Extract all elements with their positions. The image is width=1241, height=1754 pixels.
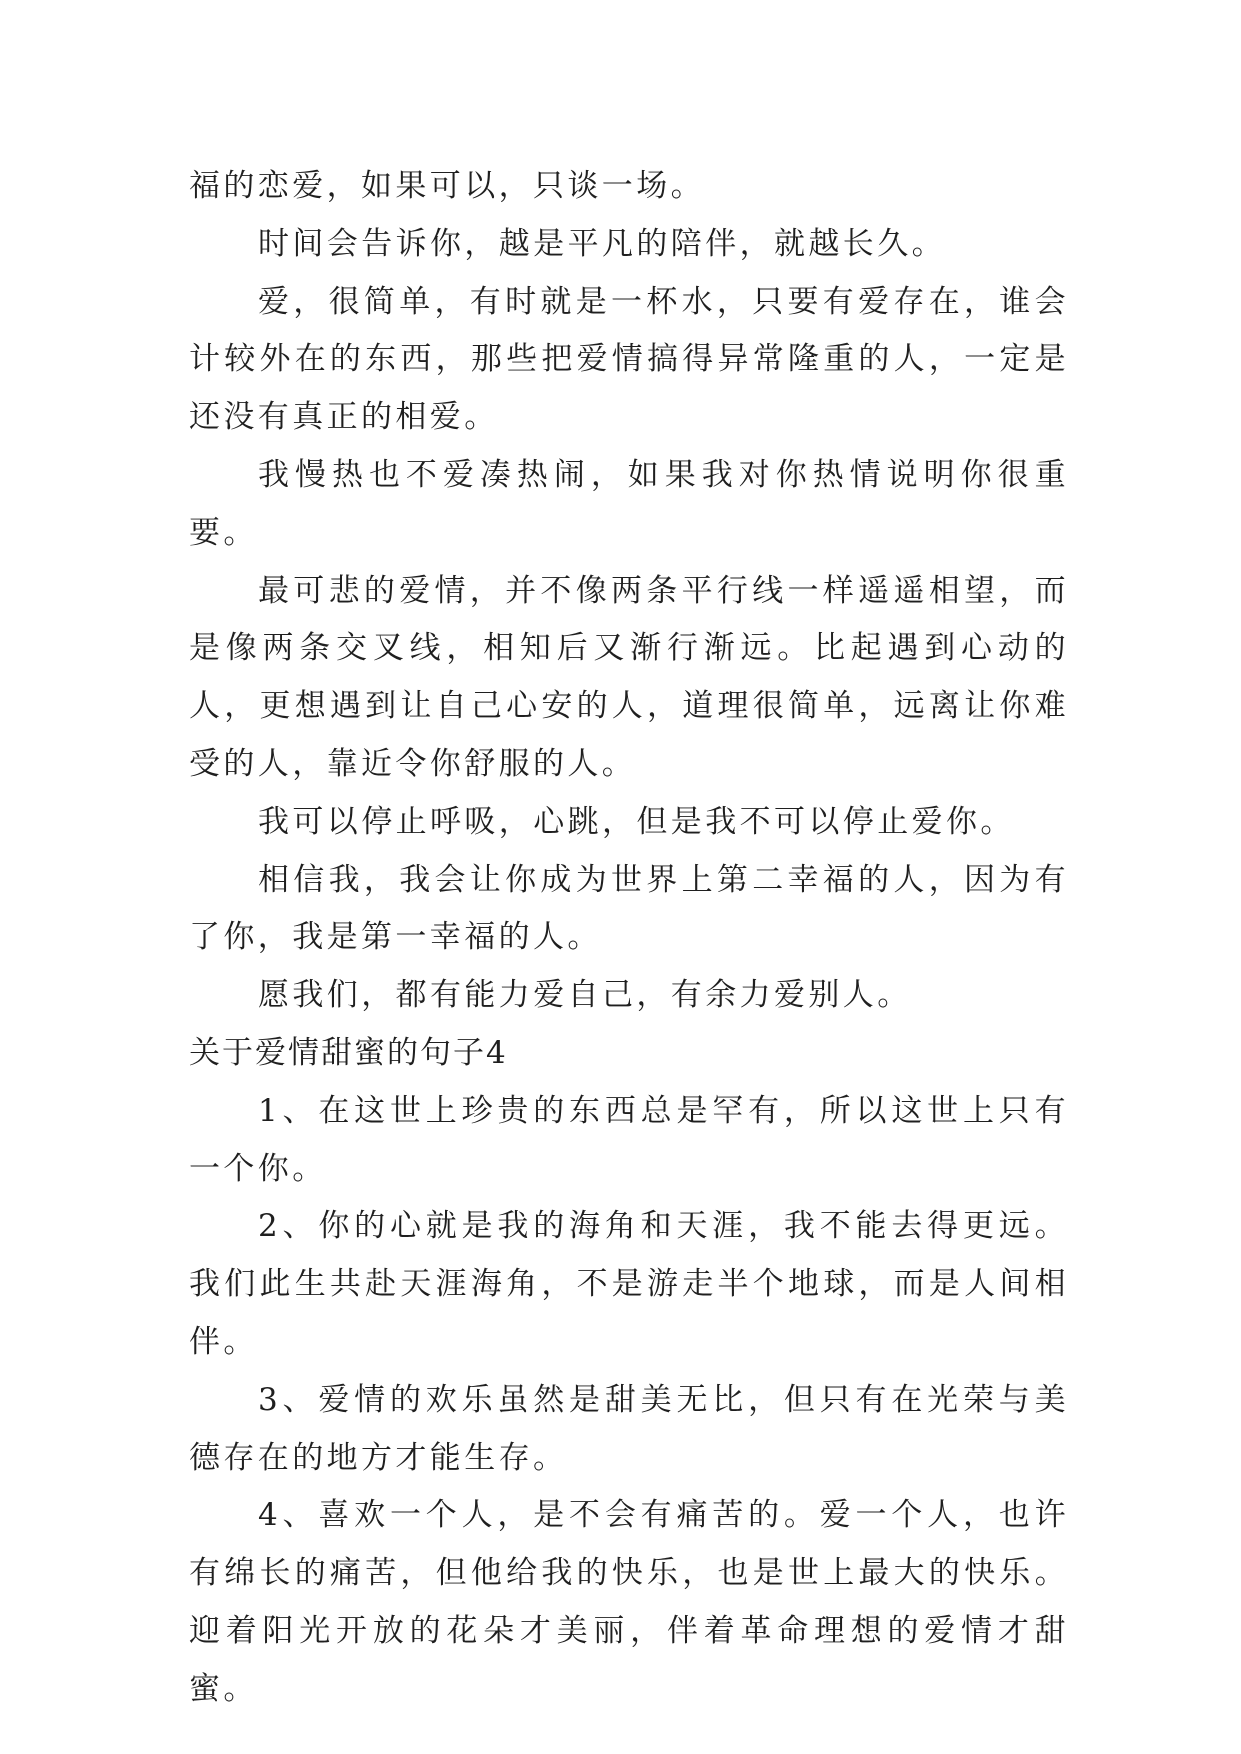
list-item: 1、在这世上珍贵的东西总是罕有，所以这世上只有一个你。	[189, 1092, 1069, 1187]
section-heading: 关于爱情甜蜜的句子4	[189, 1034, 508, 1071]
paragraph: 爱，很简单，有时就是一杯水，只要有爱存在，谁会计较外在的东西，那些把爱情搞得异常隆重的人，一定是还没有真正的相爱。	[189, 283, 1069, 436]
paragraph: 我可以停止呼吸，心跳，但是我不可以停止爱你。	[258, 803, 1015, 840]
list-item: 3、爱情的欢乐虽然是甜美无比，但只有在光荣与美德存在的地方才能生存。	[189, 1381, 1069, 1476]
list-item: 4、喜欢一个人，是不会有痛苦的。爱一个人，也许有绵长的痛苦，但他给我的快乐，也是世上最大的快乐。迎着阳光开放的花朵才美丽，伴着革命理想的爱情才甜蜜。	[189, 1497, 1069, 1707]
paragraph: 相信我，我会让你成为世界上第二幸福的人，因为有了你，我是第一幸福的人。	[189, 861, 1069, 956]
paragraph: 福的恋爱，如果可以，只谈一场。	[189, 168, 705, 204]
paragraph: 我慢热也不爱凑热闹，如果我对你热情说明你很重要。	[189, 456, 1069, 551]
paragraph: 最可悲的爱情，并不像两条平行线一样遥遥相望，而是像两条交叉线，相知后又渐行渐远。比起遇到心动的人，更想遇到让自己心安的人，道理很简单，远离让你难受的人，靠近令你舒服的人。	[189, 572, 1069, 782]
paragraph: 愿我们，都有能力爱自己，有余力爱别人。	[258, 977, 912, 1014]
list-item: 2、你的心就是我的海角和天涯，我不能去得更远。我们此生共赴天涯海角，不是游走半个地球，而是人间相伴。	[189, 1208, 1069, 1360]
paragraph: 时间会告诉你，越是平凡的陪伴，就越长久。	[258, 225, 946, 262]
document-body	[189, 158, 1069, 1719]
